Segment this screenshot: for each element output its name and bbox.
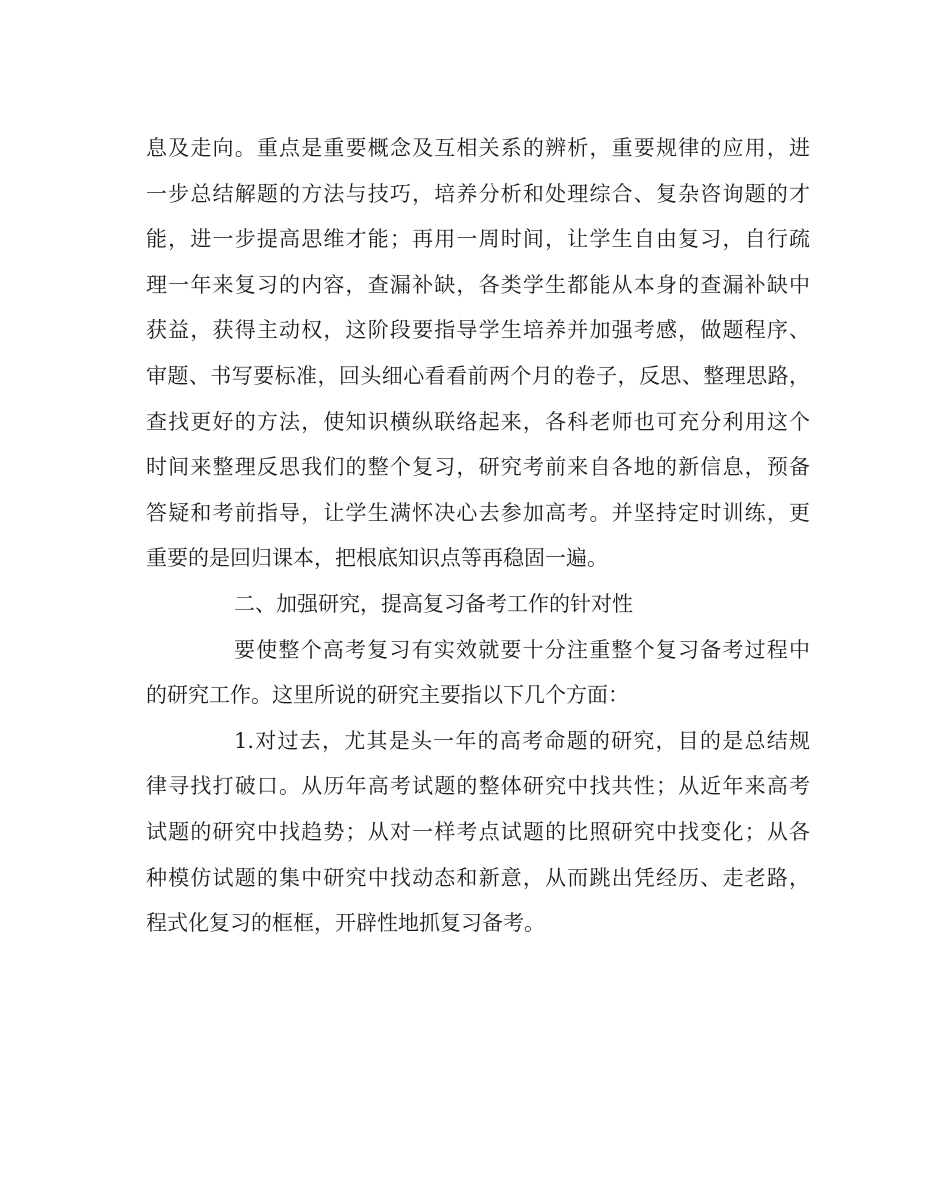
text-line: 答疑和考前指导，让学生满怀决心去参加高考。并坚持定时训练，更 (146, 500, 810, 525)
text-line: 二、加强研究，提高复习备考工作的针对性 (234, 591, 633, 616)
text-line: 获益，获得主动权，这阶段要指导学生培养并加强考感，做题程序、 (146, 318, 810, 343)
text-line: 的研究工作。这里所说的研究主要指以下几个方面： (146, 683, 629, 708)
text-line: 时间来整理反思我们的整个复习，研究考前来自各地的新信息，预备 (146, 455, 810, 480)
text-line: 息及走向。重点是重要概念及互相关系的辨析，重要规律的应用，进 (146, 136, 810, 160)
text-line: 能，进一步提高思维才能；再用一周时间，让学生自由复习，自行疏 (146, 227, 810, 252)
document-body (146, 126, 810, 947)
text-line: 种模仿试题的集中研究中找动态和新意，从而跳出凭经历、走老路， (146, 865, 810, 890)
text-line: 1.对过去，尤其是头一年的高考命题的研究，目的是总结规 (234, 728, 810, 753)
text-line: 试题的研究中找趋势；从对一样考点试题的比照研究中找变化；从各 (146, 819, 810, 844)
text-line: 审题、书写要标准，回头细心看看前两个月的卷子，反思、整理思路， (146, 363, 810, 388)
text-line: 重要的是回归课本，把根底知识点等再稳固一遍。 (146, 546, 608, 571)
text-line: 程式化复习的框框，开辟性地抓复习备考。 (146, 911, 545, 936)
text-line: 要使整个高考复习有实效就要十分注重整个复习备考过程中 (234, 637, 810, 662)
text-line: 一步总结解题的方法与技巧，培养分析和处理综合、复杂咨询题的才 (146, 181, 810, 206)
text-line: 查找更好的方法，使知识横纵联络起来，各科老师也可充分利用这个 (146, 409, 810, 434)
text-line: 律寻找打破口。从历年高考试题的整体研究中找共性；从近年来高考 (146, 774, 810, 799)
text-line: 理一年来复习的内容，查漏补缺，各类学生都能从本身的查漏补缺中 (146, 272, 810, 297)
